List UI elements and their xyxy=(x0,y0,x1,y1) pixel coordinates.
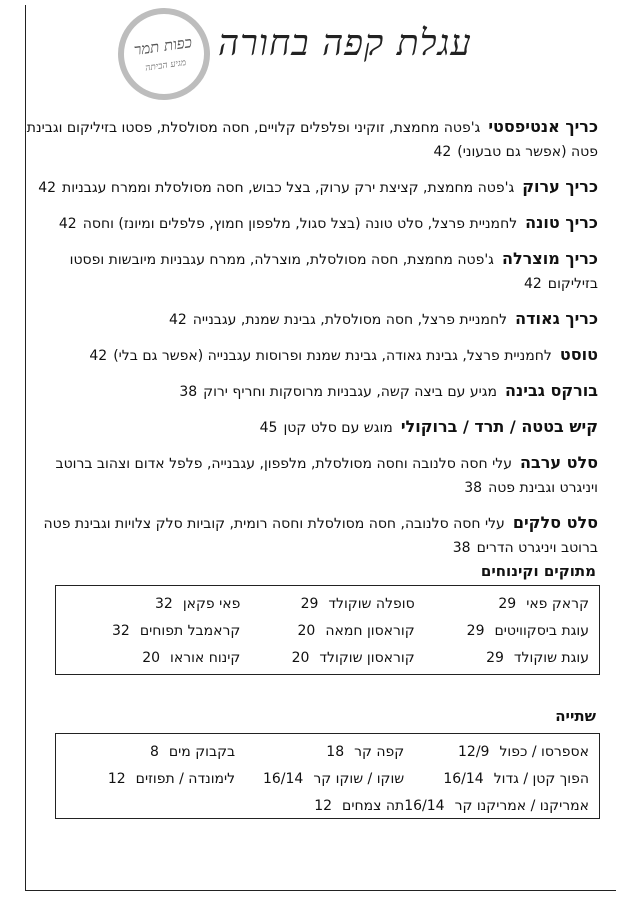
desserts-item-name: קראק פאי xyxy=(526,596,589,612)
drinks-item-price: 12/9 xyxy=(458,744,490,760)
menu-item-price: 45 xyxy=(259,420,278,436)
drinks-item-price: 12 xyxy=(314,798,333,814)
menu-item-description: לחמניית פרצל, חסה מסולסלת, גבינת שמנת, עגבנייה xyxy=(192,312,508,328)
drinks-item-name: תה צמחים xyxy=(342,798,405,814)
logo-line1: כפות תמר xyxy=(132,33,194,60)
desserts-item-price: 32 xyxy=(111,623,130,639)
desserts-item-name: קוראסון חמאה xyxy=(325,623,415,639)
drinks-item-price: 16/14 xyxy=(404,798,445,814)
menu-item-description: ג'פטה מחמצת, קציצת ירק ערוק, בצל כבוש, חסה מסולסלת וממרח עגבניות xyxy=(62,180,515,196)
desserts-item-name: סופלה שוקולד xyxy=(328,596,415,612)
desserts-item-price: 32 xyxy=(154,596,173,612)
menu-item xyxy=(23,307,598,332)
drinks-item xyxy=(66,739,235,766)
drinks-item-name: הפוך קטן / גדול xyxy=(493,771,589,787)
desserts-item xyxy=(66,591,240,618)
menu-item-name: כריך טונה xyxy=(525,213,598,232)
drinks-item-name: שוקו / שוקו קר xyxy=(313,771,405,787)
menu-item-price: 38 xyxy=(179,384,198,400)
menu-item-price: 42 xyxy=(38,180,57,196)
drinks-item-name: אספרסו / כפול xyxy=(499,744,589,760)
menu-item xyxy=(23,247,598,296)
drinks-item-name: לימונדה / תפוזים xyxy=(135,771,236,787)
desserts-item xyxy=(240,591,414,618)
menu-item-price: 42 xyxy=(523,276,542,292)
desserts-item-name: פאי פקאן xyxy=(182,596,241,612)
drinks-item-name: אמריקנו / אמריקנו קר xyxy=(454,798,589,814)
drinks-item xyxy=(404,739,589,766)
menu-item xyxy=(23,511,598,560)
desserts-title: מתוקים וקינוחים xyxy=(480,562,596,580)
drinks-item-price: 8 xyxy=(149,744,159,760)
drinks-title: שתייה xyxy=(555,707,596,725)
menu-item xyxy=(23,415,598,440)
drinks-box xyxy=(55,733,600,819)
menu-item-description: ג'פטה מחמצת, זוקיני ופלפלים קלויים, חסה מסולסלת, פסטו בזיליקום וגבינת פטה (אפשר גם טבעוני) xyxy=(26,120,598,160)
desserts-item xyxy=(66,645,240,672)
page-title: עגלת קפה בחורה xyxy=(218,23,472,64)
desserts-item-name: עוגת שוקולד xyxy=(513,650,589,666)
desserts-item xyxy=(415,591,589,618)
menu-item-name: כריך אנטיפסטי xyxy=(488,117,598,136)
drinks-item xyxy=(235,766,404,793)
menu-item-price: 42 xyxy=(433,144,452,160)
menu-item-name: כריך מוצרלה xyxy=(501,249,598,268)
desserts-item xyxy=(415,645,589,672)
menu-item xyxy=(23,451,598,500)
menu-item-name: כריך גאודה xyxy=(515,309,598,328)
desserts-item-name: קינוח אוראו xyxy=(170,650,241,666)
drinks-item-name: בקבוק מים xyxy=(168,744,236,760)
desserts-item-name: קראמבל תפוחים xyxy=(139,623,241,639)
desserts-item-price: 29 xyxy=(300,596,319,612)
drinks-item-price: 12 xyxy=(107,771,126,787)
logo-line2: מגיע הביתה xyxy=(144,58,187,74)
desserts-item-price: 29 xyxy=(486,650,504,666)
menu-item-description: עלי חסה סלנובה וחסה מסולסלת, מלפפון, עגבנייה, פלפל אדום וצהוב ברוטב ויניגרט וגבינת פטה xyxy=(55,456,598,496)
drinks-item xyxy=(404,766,589,793)
menu-item xyxy=(23,211,598,236)
desserts-item-price: 20 xyxy=(142,650,161,666)
desserts-item-name: קוראסון שוקולד xyxy=(319,650,415,666)
menu-item-price: 38 xyxy=(452,540,471,556)
menu-item-description: עלי חסה סלנובה, חסה מסולסלת וחסה רומית, קוביות סלק צלויות וגבינת פטה ברוטב ויניגרט הדרים xyxy=(43,516,598,556)
desserts-item-price: 20 xyxy=(297,623,316,639)
menu-item xyxy=(23,115,598,164)
desserts-item-name: עוגת ביסקוויטים xyxy=(494,623,589,639)
desserts-box xyxy=(55,585,600,675)
desserts-grid xyxy=(66,591,589,672)
menu-item-description: מגיע עם ביצה קשה, עגבניות מרוסקות וחריף ירוק xyxy=(203,384,498,400)
menu-item-description: לחמניית פרצל, סלט טונה (בצל סגול, מלפפון חמוץ, פלפלים ומיונז) וחסה xyxy=(82,216,518,232)
desserts-item-price: 20 xyxy=(291,650,310,666)
menu-item-name: טוסט xyxy=(559,345,598,364)
desserts-item-price: 29 xyxy=(498,596,517,612)
desserts-item xyxy=(240,645,414,672)
menu-item-price: 42 xyxy=(168,312,187,328)
menu-item-price: 42 xyxy=(58,216,77,232)
drinks-item-price: 16/14 xyxy=(443,771,484,787)
menu-item-name: סלט ערבה xyxy=(519,453,598,472)
drinks-item-name: קפה קר xyxy=(354,744,405,760)
menu-items-list xyxy=(23,115,598,571)
menu-item-description: לחמניית פרצל, גבינת גאודה, גבינת שמנת ופרוסות עגבנייה (אפשר גם בלי) xyxy=(113,348,552,364)
drinks-grid xyxy=(66,739,589,820)
drinks-item xyxy=(66,793,235,820)
menu-item-price: 42 xyxy=(89,348,108,364)
desserts-item xyxy=(415,618,589,645)
drinks-item xyxy=(235,793,404,820)
menu-item-description: ג'פטה מחמצת, חסה מסולסלת, מוצרלה, ממרח עגבניות מיובשות ופסטו בזיליקום xyxy=(69,252,598,292)
menu-item xyxy=(23,343,598,368)
drinks-item xyxy=(66,766,235,793)
menu-item-name: קיש בטטה / תרד / ברוקולי xyxy=(400,417,598,436)
drinks-item-price: 18 xyxy=(326,744,345,760)
desserts-item xyxy=(240,618,414,645)
menu-item-name: בורקס גבינה xyxy=(505,381,598,400)
menu-item-name: כריך ערוק xyxy=(522,177,598,196)
drinks-item-price: 16/14 xyxy=(262,771,304,787)
menu-item-name: סלט סלקים xyxy=(512,513,598,532)
menu-item-description: מוגש עם סלט קטן xyxy=(283,420,393,436)
menu-item xyxy=(23,175,598,200)
drinks-item xyxy=(235,739,404,766)
desserts-item-price: 29 xyxy=(466,623,485,639)
desserts-item xyxy=(66,618,240,645)
drinks-item xyxy=(404,793,589,820)
menu-item xyxy=(23,379,598,404)
menu-item-price: 38 xyxy=(464,480,483,496)
